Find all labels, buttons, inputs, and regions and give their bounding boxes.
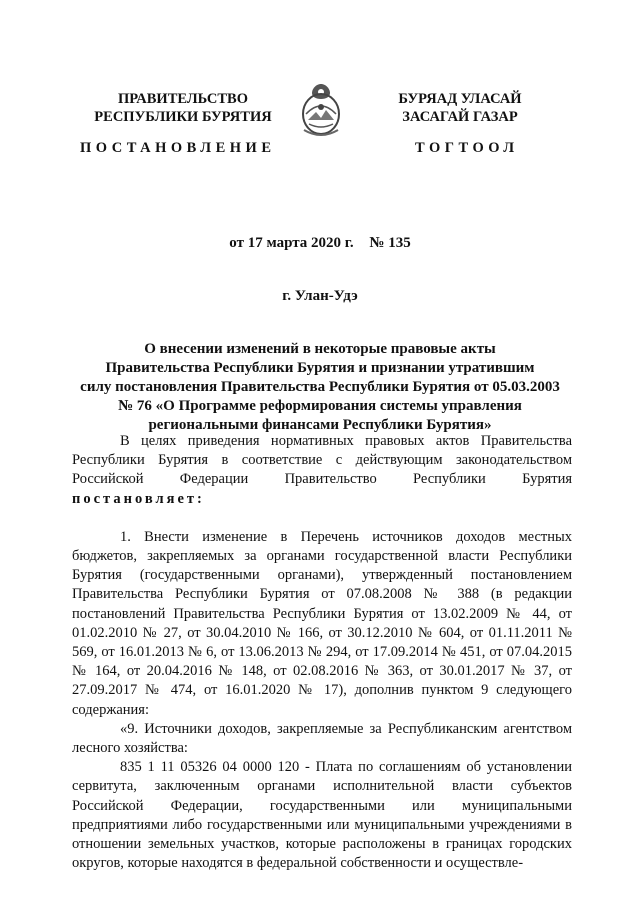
document-number: № 135: [369, 235, 411, 251]
document-body: [72, 432, 572, 873]
title-line: региональными финансами Республики Бурятия»: [148, 417, 492, 433]
title-line: Правительства Республики Бурятия и признании утратившим: [105, 360, 535, 376]
doc-type-right: ТОГТООЛ: [415, 140, 519, 156]
header-right-line1: БУРЯАД УЛАСАЙ: [398, 91, 522, 107]
title-line: № 76 «О Программе реформирования системы управления: [118, 398, 522, 414]
paragraph-3: 835 1 11 05326 04 0000 120 - Плата по соглашениям об установлении сервитута, заключенным органами исполнительной власти субъектов Российской Федерации, государственными или муниципальными предприятиями либо государственными или муниципальными учреждениями в отношении земельных участков, которые расположены в границах городских округов, которые находятся в федеральной собственности и осуществле-: [72, 759, 572, 872]
document-title: [70, 340, 570, 435]
doc-type-left: ПОСТАНОВЛЕНИЕ: [80, 140, 276, 156]
header-left-line2: РЕСПУБЛИКИ БУРЯТИЯ: [94, 109, 272, 125]
header-right: [365, 90, 555, 126]
document-date: от 17 марта 2020 г.: [229, 235, 354, 251]
header-left-line1: ПРАВИТЕЛЬСТВО: [118, 91, 248, 107]
intro-text: В целях приведения нормативных правовых актов Правительства Республики Бурятия в соответствие с действующим законодательством Российской Федерации Правительство Республики Бурятия: [72, 433, 572, 488]
header-right-line2: ЗАСАГАЙ ГАЗАР: [402, 109, 518, 125]
paragraph-1: 1. Внести изменение в Перечень источников доходов местных бюджетов, закрепляемых за органами государственной власти Республики Бурятия (государственными органами), утвержденный постановлением Правительства Республики Бурятия от 07.08.2008 № 388 (в редакции постановлений Правительства Республики Бурятия от 13.02.2009 № 44, от 01.02.2010 № 27, от 30.04.2010 № 166, от 30.12.2010 № 604, от 01.11.2011 № 569, от 16.01.2013 № 6, от 13.06.2013 № 294, от 17.09.2014 № 451, от 07.04.2015 № 164, от 20.04.2016 № 148, от 02.08.2016 № 363, от 30.01.2017 № 37, от 27.09.2017 № 474, от 16.01.2020 № 17), дополнив пунктом 9 следующего содержания:: [72, 528, 572, 718]
paragraph-2: «9. Источники доходов, закрепляемые за Республиканским агентством лесного хозяйства:: [72, 720, 572, 757]
header-left: [88, 90, 278, 126]
coat-of-arms-emblem: [298, 80, 344, 140]
date-number-line: [0, 235, 640, 252]
resolves-word: постановляет:: [72, 490, 205, 507]
title-line: силу постановления Правительства Республики Бурятия от 05.03.2003: [80, 379, 560, 395]
city: г. Улан-Удэ: [282, 288, 358, 304]
intro-paragraph: [72, 432, 572, 509]
title-line: О внесении изменений в некоторые правовые акты: [144, 341, 496, 357]
